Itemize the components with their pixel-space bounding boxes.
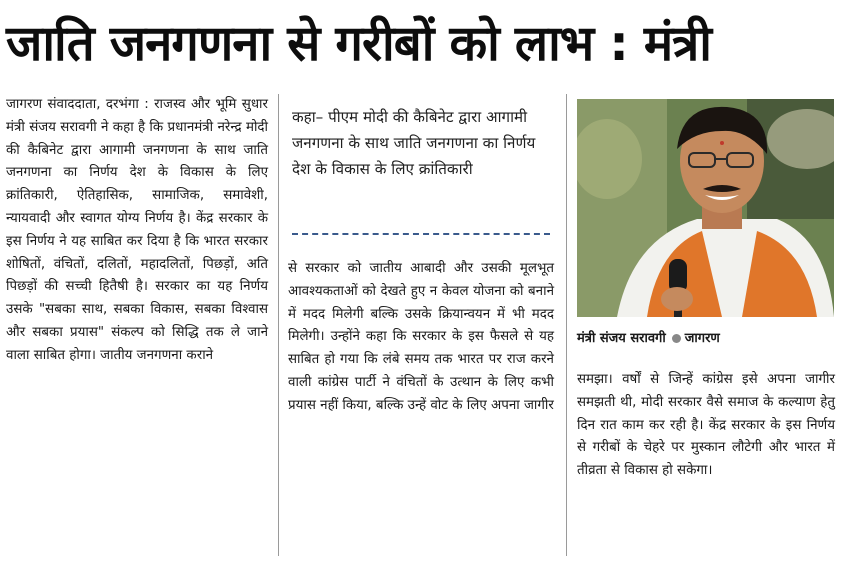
article-paragraph-2: से सरकार को जातीय आबादी और उसकी मूलभूत आवश्यकताओं को देखते हुए न केवल योजना को बनाने में मदद मिलेगी बल्कि उसके क्रियान्वयन में भी मदद मिलेगी। उन्होंने कहा कि सरकार के इस फैसले से यह साबित हो गया कि लंबे समय तक भारत पर राज करने वाली कांग्रेस पार्टी ने वंचितों के उत्थान के लिए कभी प्रयास नहीं किया, बल्कि उन्हें वोट के लिए अपना जागीर: [288, 261, 554, 413]
article-paragraph-1: जागरण संवाददाता, दरभंगा : राजस्व और भूमि सुधार मंत्री संजय सरावगी ने कहा है कि प्रधानमंत्री नरेन्द्र मोदी की कैबिनेट द्वारा आगामी जनगणना के साथ जाति जनगणना का निर्णय देश के विकास के लिए क्रांतिकारी, ऐतिहासिक, सामाजिक, समावेशी, न्यायवादी और स्वागत योग्य निर्णय है। केंद्र सरकार के इस निर्णय ने यह साबित कर दिया है कि भारत सरकार शोषितों, वंचितों, दलितों, महादलितों, पिछड़ों, अति पिछड़ों की सच्ची हितैषी है। सरकार का यह निर्णय उसके "सबका साथ, सबका विकास, सबका विश्वास और सबका प्रयास" संकल्प को सिद्धि तक ले जाने वाला साबित होगा। जातीय जनगणना कराने: [6, 97, 268, 363]
article-column-1: [6, 94, 268, 368]
pull-quote: [292, 104, 554, 182]
photo-caption: [577, 328, 835, 346]
article-paragraph-3: समझा। वर्षों से जिन्हें कांग्रेस इसे अपना जागीर समझती थी, मोदी सरकार वैसे समाज के कल्याण हेतु दिन रात काम कर रही है। केंद्र सरकार के इस निर्णय से गरीबों के चेहरे पर मुस्कान लौटेगी और भारत में तीव्रता से विकास हो सकेगा।: [577, 372, 835, 479]
headline: जाति जनगणना से गरीबों को लाभ : मंत्री: [6, 15, 711, 72]
article-column-2: [288, 258, 554, 418]
column-divider: [278, 94, 279, 556]
minister-photo: [577, 99, 834, 317]
bullet-icon: [672, 334, 681, 343]
column-divider: [566, 94, 567, 556]
article-column-3: [577, 369, 835, 483]
pull-quote-rule: [292, 233, 550, 238]
caption-name: मंत्री संजय सरावगी: [577, 331, 666, 346]
pull-quote-text: कहा– पीएम मोदी की कैबिनेट द्वारा आगामी जनगणना के साथ जाति जनगणना का निर्णय देश के विकास के लिए क्रांतिकारी: [292, 108, 536, 178]
minister-portrait-illustration: [577, 99, 834, 317]
caption-credit: जागरण: [684, 331, 720, 346]
